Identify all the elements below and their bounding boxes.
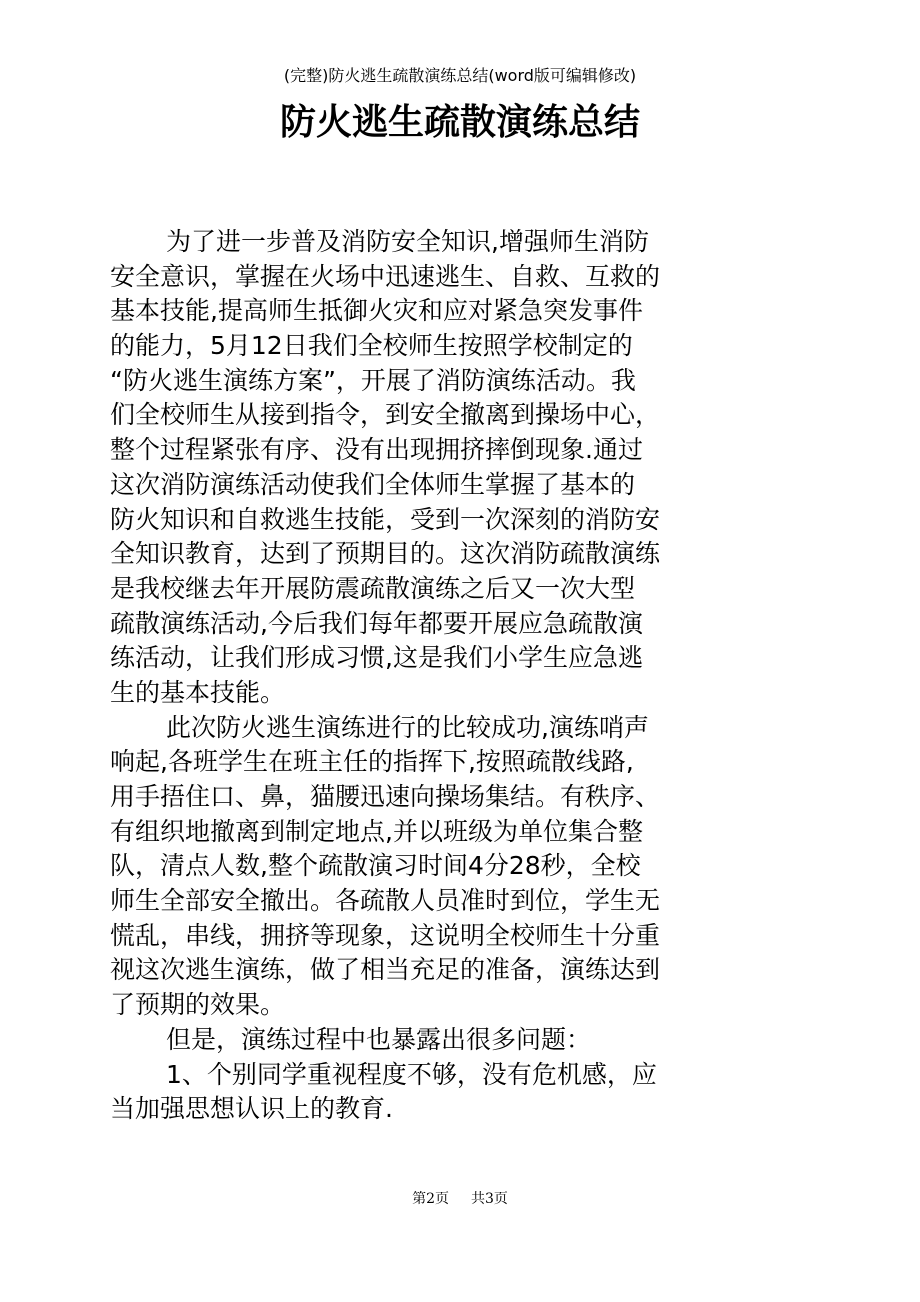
- page-total: 共3页: [471, 1191, 508, 1207]
- body-line: 视这次逃生演练，做了相当充足的准备，演练达到: [110, 955, 661, 985]
- body-line: 这次消防演练活动使我们全体师生掌握了基本的: [110, 469, 636, 499]
- body-line: 但是，演练过程中也暴露出很多问题：: [166, 1024, 592, 1054]
- page-footer: [0, 1190, 920, 1208]
- body-line: 安全意识，掌握在火场中迅速逃生、自救、互救的: [110, 261, 661, 291]
- body-line: 为了进一步普及消防安全知识,增强师生消防: [166, 227, 649, 256]
- body-line: 了预期的效果。: [110, 990, 286, 1020]
- document-body: [110, 225, 720, 1127]
- body-line: 防火知识和自救逃生技能，受到一次深刻的消防安: [110, 504, 661, 534]
- body-line: 生的基本技能。: [110, 677, 286, 707]
- body-line: 疏散演练活动,今后我们每年都要开展应急疏散演: [110, 608, 643, 638]
- body-line: 1、个别同学重视程度不够，没有危机感，应: [166, 1059, 657, 1089]
- running-header: (完整)防火逃生疏散演练总结(word版可编辑修改): [283, 66, 637, 85]
- body-line: 有组织地撤离到制定地点,并以班级为单位集合整: [110, 816, 643, 846]
- document-title: 防火逃生疏散演练总结: [279, 102, 640, 143]
- body-line: 全知识教育，达到了预期目的。这次消防疏散演练: [110, 539, 661, 569]
- body-line: 用手捂住口、鼻，猫腰迅速向操场集结。有秩序、: [110, 782, 661, 811]
- body-line: “防火逃生演练方案”，开展了消防演练活动。我: [110, 365, 636, 395]
- body-line: 队，清点人数,整个疏散演习时间4分28秒，全校: [110, 851, 641, 881]
- body-line: 师生全部安全撤出。各疏散人员准时到位，学生无: [110, 886, 661, 916]
- body-line: 基本技能,提高师生抵御火灾和应对紧急突发事件: [110, 296, 643, 326]
- body-line: 们全校师生从接到指令，到安全撤离到操场中心，: [110, 400, 661, 430]
- body-line: 慌乱，串线，拥挤等现象，这说明全校师生十分重: [110, 920, 661, 950]
- body-line: 整个过程紧张有序、没有出现拥挤摔倒现象.通过: [110, 435, 643, 465]
- body-line: 是我校继去年开展防震疏散演练之后又一次大型: [110, 573, 636, 603]
- body-line: 响起,各班学生在班主任的指挥下,按照疏散线路,: [110, 747, 634, 777]
- body-line: 练活动，让我们形成习惯,这是我们小学生应急逃: [110, 643, 643, 673]
- body-line: 当加强思想认识上的教育.: [110, 1094, 393, 1124]
- page-number: 第2页: [412, 1191, 449, 1207]
- body-line: 此次防火逃生演练进行的比较成功,演练哨声: [166, 712, 649, 742]
- body-line: 的能力，5月12日我们全校师生按照学校制定的: [110, 331, 633, 361]
